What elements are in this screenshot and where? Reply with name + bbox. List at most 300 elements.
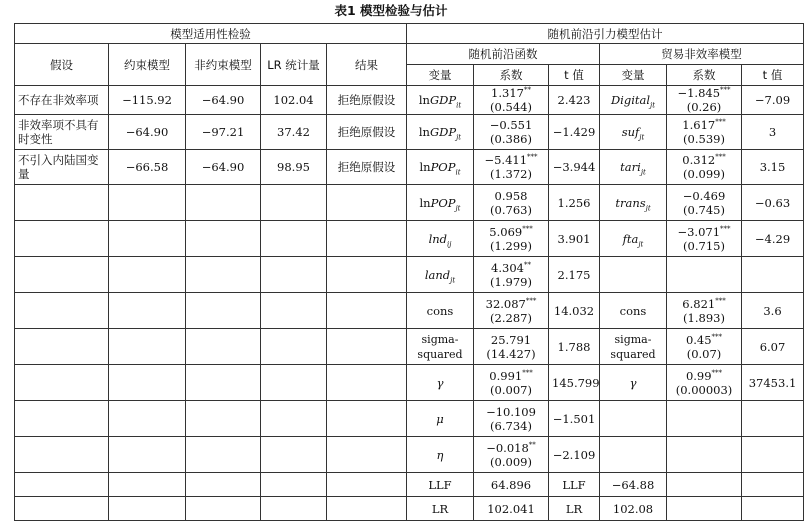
frontier-t-cell bbox=[549, 115, 600, 150]
col-lr-stat: LR 统计量 bbox=[261, 44, 327, 86]
ineff-var-cell bbox=[600, 365, 667, 401]
llf-label-text: LLF bbox=[562, 477, 586, 492]
empty-cell bbox=[15, 329, 109, 365]
unrestricted-value: −97.21 bbox=[201, 125, 245, 139]
ineff-coef-cell bbox=[667, 329, 742, 365]
frontier-var-cell bbox=[407, 86, 474, 115]
empty-cell bbox=[15, 437, 109, 473]
coef-value: 0.312 bbox=[682, 153, 716, 167]
ineff-coef-cell bbox=[667, 257, 742, 293]
var-italic: γ bbox=[436, 375, 444, 390]
t-value: 6.07 bbox=[759, 339, 786, 354]
frontier-t-cell bbox=[549, 221, 600, 257]
ineff-var-cell bbox=[600, 221, 667, 257]
lr-cell bbox=[261, 150, 327, 185]
empty-cell bbox=[15, 221, 109, 257]
empty-cell bbox=[667, 497, 742, 521]
ineff-t-cell bbox=[742, 221, 804, 257]
empty-cell bbox=[186, 365, 261, 401]
significance-stars: ** bbox=[523, 260, 531, 269]
coef-value: 6.821 bbox=[682, 296, 716, 311]
var-text: ln bbox=[419, 160, 431, 174]
empty-cell bbox=[109, 473, 186, 497]
var-italic: suf bbox=[621, 125, 640, 139]
empty-cell bbox=[186, 437, 261, 473]
hypothesis-cell bbox=[15, 115, 109, 150]
std-error: (2.287) bbox=[490, 310, 532, 325]
empty-cell bbox=[186, 329, 261, 365]
ineff-var-cell bbox=[600, 86, 667, 115]
lr-value-2 bbox=[600, 497, 667, 521]
result-text: 拒绝原假设 bbox=[337, 93, 396, 107]
significance-stars: *** bbox=[522, 368, 533, 377]
frontier-coef-cell bbox=[474, 115, 549, 150]
frontier-t-cell bbox=[549, 293, 600, 329]
t-value: 3.15 bbox=[759, 160, 786, 174]
lr-label-2 bbox=[549, 497, 600, 521]
var-subscript: jt bbox=[645, 203, 651, 212]
table-row bbox=[15, 365, 804, 401]
empty-cell bbox=[186, 497, 261, 521]
t-value: −3.944 bbox=[552, 160, 596, 174]
var-text: cons bbox=[426, 303, 454, 318]
unrestricted-cell bbox=[186, 115, 261, 150]
frontier-t-cell bbox=[549, 150, 600, 185]
col-hypothesis: 假设 bbox=[15, 44, 109, 86]
std-error: (0.386) bbox=[490, 132, 532, 146]
empty-cell bbox=[261, 329, 327, 365]
coef-value: −5.411 bbox=[484, 153, 528, 167]
std-error: (0.26) bbox=[686, 100, 722, 114]
header-right-group: 随机前沿引力模型估计 bbox=[407, 24, 804, 44]
empty-cell bbox=[327, 293, 407, 329]
ineff-t-cell bbox=[742, 257, 804, 293]
lr-cell bbox=[261, 86, 327, 115]
empty-cell bbox=[327, 473, 407, 497]
coef-value: 25.791 bbox=[490, 332, 532, 347]
empty-cell bbox=[109, 437, 186, 473]
empty-cell bbox=[15, 401, 109, 437]
llf-value-text: 64.896 bbox=[490, 477, 532, 492]
table-row bbox=[15, 329, 804, 365]
var-italic: μ bbox=[436, 411, 444, 426]
coef-value: −0.551 bbox=[489, 118, 533, 132]
significance-stars: *** bbox=[711, 332, 723, 341]
empty-cell bbox=[186, 401, 261, 437]
table-row bbox=[15, 185, 804, 221]
std-error: (1.893) bbox=[683, 310, 725, 325]
var-text: sigma-squared bbox=[417, 332, 463, 361]
t-value: 2.423 bbox=[557, 93, 591, 107]
var-subscript: jt bbox=[650, 101, 656, 110]
significance-stars: *** bbox=[527, 153, 538, 162]
empty-cell bbox=[109, 293, 186, 329]
ineff-t-cell bbox=[742, 86, 804, 115]
significance-stars: *** bbox=[715, 296, 726, 305]
coef-value: −0.018 bbox=[486, 440, 529, 455]
significance-stars: ** bbox=[523, 86, 531, 95]
restricted-value: −66.58 bbox=[125, 160, 169, 174]
coef-value: −0.469 bbox=[682, 188, 726, 203]
col-result: 结果 bbox=[327, 44, 407, 86]
coef-value: 0.45 bbox=[685, 332, 712, 347]
std-error: (0.099) bbox=[683, 167, 725, 181]
std-error: (0.763) bbox=[490, 202, 532, 217]
var-text: ln bbox=[418, 125, 430, 139]
result-text: 拒绝原假设 bbox=[337, 160, 396, 174]
table-row bbox=[15, 115, 804, 150]
var-italic: η bbox=[436, 447, 444, 462]
lr-label-text: LR bbox=[565, 501, 583, 516]
llf-label bbox=[407, 473, 474, 497]
ineff-t-cell bbox=[742, 365, 804, 401]
empty-cell bbox=[327, 401, 407, 437]
empty-cell bbox=[15, 365, 109, 401]
empty-cell bbox=[327, 185, 407, 221]
coef-value: 1.317 bbox=[491, 86, 524, 100]
col-var-ineff: 变量 bbox=[600, 65, 667, 86]
col-var-frontier: 变量 bbox=[407, 65, 474, 86]
significance-stars: *** bbox=[525, 296, 537, 305]
ineff-coef-cell bbox=[667, 293, 742, 329]
empty-cell bbox=[15, 293, 109, 329]
coef-value: 0.99 bbox=[685, 368, 712, 383]
std-error: (0.00003) bbox=[675, 382, 733, 397]
ineff-coef-cell bbox=[667, 115, 742, 150]
empty-cell bbox=[109, 329, 186, 365]
var-subscript: jt bbox=[639, 133, 645, 142]
var-text: ln bbox=[419, 195, 431, 210]
llf-label-text: LLF bbox=[428, 477, 452, 492]
frontier-t-cell bbox=[549, 437, 600, 473]
unrestricted-cell bbox=[186, 150, 261, 185]
result-cell bbox=[327, 115, 407, 150]
frontier-coef-cell bbox=[474, 257, 549, 293]
frontier-coef-cell bbox=[474, 221, 549, 257]
ineff-var-cell bbox=[600, 185, 667, 221]
frontier-coef-cell bbox=[474, 293, 549, 329]
std-error: (1.979) bbox=[490, 274, 532, 289]
empty-cell bbox=[742, 401, 804, 437]
empty-cell bbox=[15, 473, 109, 497]
result-cell bbox=[327, 150, 407, 185]
empty-cell bbox=[186, 257, 261, 293]
frontier-var-cell bbox=[407, 185, 474, 221]
hypothesis-text: 非效率项不具有时变性 bbox=[18, 118, 99, 146]
significance-stars: *** bbox=[715, 118, 726, 127]
table-row bbox=[15, 257, 804, 293]
t-value: −0.63 bbox=[754, 195, 791, 210]
llf-label-2 bbox=[549, 473, 600, 497]
frontier-t-cell bbox=[549, 86, 600, 115]
std-error: (0.745) bbox=[683, 202, 725, 217]
var-subscript: jt bbox=[640, 168, 646, 177]
llf-value bbox=[474, 473, 549, 497]
coef-value: −10.109 bbox=[486, 404, 536, 419]
var-italic: POP bbox=[430, 195, 456, 210]
result-text: 拒绝原假设 bbox=[337, 125, 396, 139]
frontier-t-cell bbox=[549, 257, 600, 293]
coef-value: −3.071 bbox=[677, 224, 721, 239]
table-title: 表1 模型检验与估计 bbox=[334, 3, 448, 18]
t-value: 2.175 bbox=[557, 267, 591, 282]
empty-cell bbox=[261, 257, 327, 293]
significance-stars: ** bbox=[528, 440, 536, 449]
lr-value: 37.42 bbox=[277, 125, 310, 139]
table-row bbox=[15, 86, 804, 115]
unrestricted-value: −64.90 bbox=[201, 160, 245, 174]
restricted-cell bbox=[109, 150, 186, 185]
coef-value: 32.087 bbox=[485, 296, 526, 311]
empty-cell bbox=[261, 365, 327, 401]
significance-stars: *** bbox=[711, 368, 723, 377]
col-coef-ineff: 系数 bbox=[667, 65, 742, 86]
std-error: (0.07) bbox=[686, 346, 722, 361]
empty-cell bbox=[109, 365, 186, 401]
coef-value: 0.958 bbox=[494, 188, 528, 203]
result-cell bbox=[327, 86, 407, 115]
table-row bbox=[15, 473, 804, 497]
t-value: 3.6 bbox=[763, 303, 782, 318]
table-row bbox=[15, 293, 804, 329]
hypothesis-cell bbox=[15, 86, 109, 115]
t-value: −2.109 bbox=[552, 447, 596, 462]
hypothesis-text: 不引入内陆国变量 bbox=[18, 153, 99, 181]
hypothesis-text: 不存在非效率项 bbox=[18, 93, 99, 107]
empty-cell bbox=[667, 401, 742, 437]
unrestricted-value: −64.90 bbox=[201, 93, 245, 107]
t-value: 37453.1 bbox=[748, 375, 797, 390]
var-text: cons bbox=[619, 303, 647, 318]
significance-stars: *** bbox=[720, 86, 731, 95]
col-restricted: 约束模型 bbox=[109, 44, 186, 86]
std-error: (14.427) bbox=[486, 346, 536, 361]
significance-stars: *** bbox=[522, 224, 533, 233]
var-italic: lnd bbox=[428, 231, 448, 246]
var-subscript: jt bbox=[638, 239, 644, 248]
lr-value-text: 102.041 bbox=[487, 501, 535, 516]
empty-cell bbox=[109, 221, 186, 257]
empty-cell bbox=[186, 221, 261, 257]
frontier-var-cell bbox=[407, 257, 474, 293]
lr-label-text: LR bbox=[431, 501, 449, 516]
empty-cell bbox=[261, 437, 327, 473]
empty-cell bbox=[327, 329, 407, 365]
table-row bbox=[15, 401, 804, 437]
ineff-coef-cell bbox=[667, 365, 742, 401]
t-value: 1.788 bbox=[557, 339, 591, 354]
var-italic: fta bbox=[622, 231, 639, 246]
empty-cell bbox=[742, 437, 804, 473]
significance-stars: *** bbox=[715, 153, 726, 162]
empty-cell bbox=[109, 185, 186, 221]
empty-cell bbox=[186, 473, 261, 497]
header-left-group: 模型适用性检验 bbox=[15, 24, 407, 44]
var-text: sigma-squared bbox=[610, 332, 656, 361]
std-error: (6.734) bbox=[490, 418, 532, 433]
std-error: (0.009) bbox=[490, 454, 532, 469]
frontier-coef-cell bbox=[474, 329, 549, 365]
var-italic: GDP bbox=[429, 125, 457, 139]
frontier-coef-cell bbox=[474, 86, 549, 115]
ineff-coef-cell bbox=[667, 221, 742, 257]
significance-stars: *** bbox=[720, 224, 731, 233]
frontier-var-cell bbox=[407, 401, 474, 437]
frontier-t-cell bbox=[549, 329, 600, 365]
frontier-var-cell bbox=[407, 365, 474, 401]
std-error: (0.544) bbox=[490, 100, 532, 114]
t-value: 3 bbox=[768, 125, 777, 139]
t-value: −1.429 bbox=[552, 125, 596, 139]
empty-cell bbox=[327, 257, 407, 293]
frontier-t-cell bbox=[549, 401, 600, 437]
header-frontier-fn: 随机前沿函数 bbox=[407, 44, 600, 65]
lr-value: 98.95 bbox=[277, 160, 310, 174]
t-value: 1.256 bbox=[557, 195, 591, 210]
ineff-var-cell bbox=[600, 257, 667, 293]
var-subscript: jt bbox=[456, 133, 462, 142]
ineff-var-cell bbox=[600, 329, 667, 365]
restricted-value: −115.92 bbox=[122, 93, 172, 107]
ineff-t-cell bbox=[742, 150, 804, 185]
frontier-var-cell bbox=[407, 293, 474, 329]
frontier-var-cell bbox=[407, 221, 474, 257]
frontier-var-cell bbox=[407, 437, 474, 473]
ineff-var-cell bbox=[600, 150, 667, 185]
empty-cell bbox=[327, 365, 407, 401]
empty-cell bbox=[109, 401, 186, 437]
std-error: (0.007) bbox=[490, 382, 532, 397]
frontier-var-cell bbox=[407, 150, 474, 185]
var-italic: POP bbox=[430, 160, 456, 174]
header-inefficiency: 贸易非效率模型 bbox=[600, 44, 804, 65]
empty-cell bbox=[261, 401, 327, 437]
empty-cell bbox=[742, 473, 804, 497]
frontier-t-cell bbox=[549, 365, 600, 401]
lr-value-text: 102.08 bbox=[612, 501, 654, 516]
llf-value-text: −64.88 bbox=[611, 477, 655, 492]
ineff-var-cell bbox=[600, 293, 667, 329]
t-value: 3.901 bbox=[557, 231, 591, 246]
empty-cell bbox=[742, 497, 804, 521]
empty-cell bbox=[261, 185, 327, 221]
llf-value-2 bbox=[600, 473, 667, 497]
ineff-coef-cell bbox=[667, 185, 742, 221]
var-subscript: jt bbox=[455, 203, 461, 212]
coef-value: 1.617 bbox=[682, 118, 716, 132]
var-italic: trans bbox=[615, 195, 646, 210]
empty-cell bbox=[186, 293, 261, 329]
var-text: ln bbox=[418, 93, 430, 107]
var-italic: land bbox=[424, 267, 451, 282]
lr-value bbox=[474, 497, 549, 521]
empty-cell bbox=[667, 437, 742, 473]
empty-cell bbox=[261, 293, 327, 329]
table-row bbox=[15, 497, 804, 521]
col-coef-frontier: 系数 bbox=[474, 65, 549, 86]
var-italic: γ bbox=[629, 375, 637, 390]
coef-value: 5.069 bbox=[489, 224, 523, 239]
ineff-var-cell bbox=[600, 115, 667, 150]
empty-cell bbox=[327, 497, 407, 521]
results-table bbox=[14, 23, 804, 521]
empty-cell bbox=[109, 257, 186, 293]
ineff-t-cell bbox=[742, 115, 804, 150]
t-value: 14.032 bbox=[553, 303, 595, 318]
frontier-coef-cell bbox=[474, 185, 549, 221]
results-table-wrapper bbox=[14, 23, 797, 528]
ineff-coef-cell bbox=[667, 86, 742, 115]
ineff-t-cell bbox=[742, 185, 804, 221]
frontier-t-cell bbox=[549, 185, 600, 221]
frontier-coef-cell bbox=[474, 401, 549, 437]
lr-label bbox=[407, 497, 474, 521]
restricted-cell bbox=[109, 86, 186, 115]
std-error: (1.372) bbox=[490, 167, 532, 181]
empty-cell bbox=[600, 401, 667, 437]
ineff-t-cell bbox=[742, 329, 804, 365]
empty-cell bbox=[186, 185, 261, 221]
empty-cell bbox=[327, 437, 407, 473]
t-value: −1.501 bbox=[552, 411, 596, 426]
table-row bbox=[15, 150, 804, 185]
ineff-t-cell bbox=[742, 293, 804, 329]
hypothesis-cell bbox=[15, 150, 109, 185]
t-value: −7.09 bbox=[754, 93, 791, 107]
col-t-ineff: t 值 bbox=[742, 65, 804, 86]
frontier-var-cell bbox=[407, 329, 474, 365]
table-row bbox=[15, 221, 804, 257]
frontier-var-cell bbox=[407, 115, 474, 150]
lr-cell bbox=[261, 115, 327, 150]
frontier-coef-cell bbox=[474, 437, 549, 473]
empty-cell bbox=[327, 221, 407, 257]
var-subscript: it bbox=[456, 101, 462, 110]
empty-cell bbox=[261, 221, 327, 257]
frontier-coef-cell bbox=[474, 365, 549, 401]
std-error: (0.539) bbox=[683, 132, 725, 146]
ineff-coef-cell bbox=[667, 150, 742, 185]
unrestricted-cell bbox=[186, 86, 261, 115]
empty-cell bbox=[261, 473, 327, 497]
t-value: 145.799 bbox=[552, 375, 600, 390]
coef-value: 4.304 bbox=[491, 260, 524, 275]
var-subscript: jt bbox=[450, 275, 456, 284]
col-unrestricted: 非约束模型 bbox=[186, 44, 261, 86]
table-row bbox=[15, 437, 804, 473]
col-t-frontier: t 值 bbox=[549, 65, 600, 86]
t-value: −4.29 bbox=[754, 231, 791, 246]
empty-cell bbox=[667, 473, 742, 497]
empty-cell bbox=[261, 497, 327, 521]
coef-value: 0.991 bbox=[489, 368, 523, 383]
empty-cell bbox=[15, 257, 109, 293]
restricted-value: −64.90 bbox=[125, 125, 169, 139]
std-error: (1.299) bbox=[490, 238, 532, 253]
empty-cell bbox=[15, 497, 109, 521]
empty-cell bbox=[109, 497, 186, 521]
restricted-cell bbox=[109, 115, 186, 150]
var-italic: GDP bbox=[429, 93, 457, 107]
frontier-coef-cell bbox=[474, 150, 549, 185]
empty-cell bbox=[600, 437, 667, 473]
coef-value: −1.845 bbox=[677, 86, 721, 100]
var-italic: tari bbox=[620, 160, 641, 174]
var-italic: Digital bbox=[610, 93, 651, 107]
var-subscript: it bbox=[455, 168, 461, 177]
lr-value: 102.04 bbox=[273, 93, 314, 107]
empty-cell bbox=[15, 185, 109, 221]
